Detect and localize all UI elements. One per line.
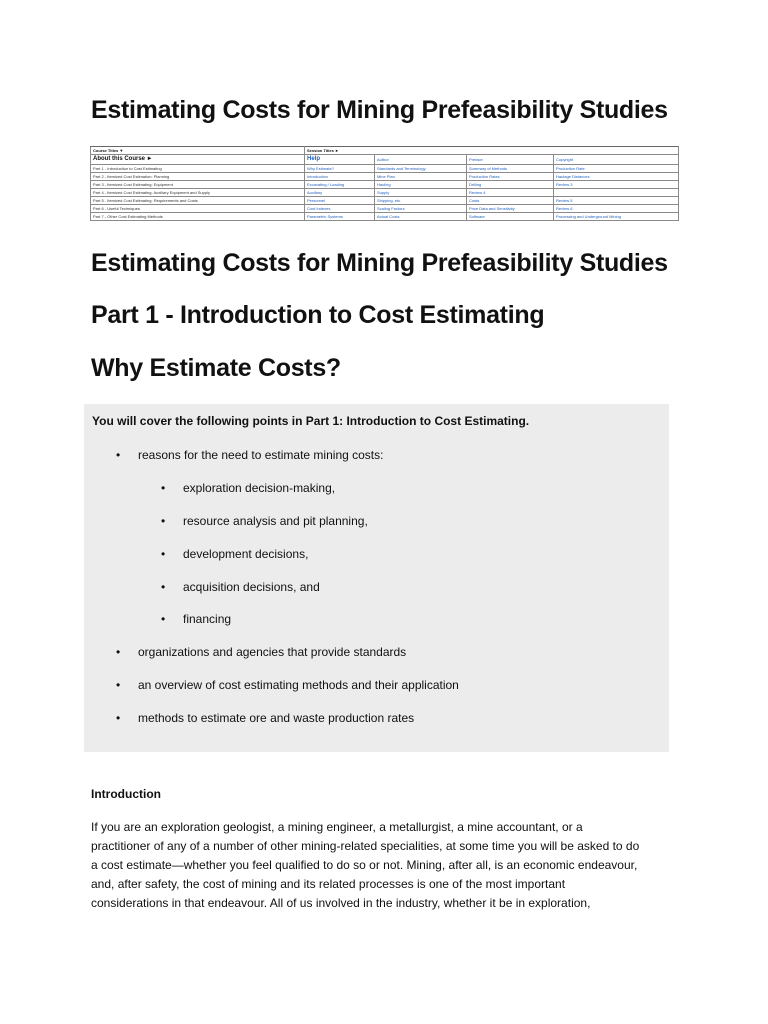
session-link[interactable]: Standards and Terminology [375,165,467,173]
list-item [161,611,232,627]
session-link[interactable]: Shipping, etc. [375,197,467,205]
copyright-link[interactable]: Copyright [554,155,679,165]
session-link[interactable]: Introduction [305,173,375,181]
nav-row [91,197,679,205]
bullet-icon: • [161,612,166,626]
session-link[interactable]: Auxiliary [305,189,375,197]
part-title: Part 1 - Introduction to Cost Estimating [91,301,545,329]
session-link[interactable]: Supply [375,189,467,197]
course-part-link[interactable]: Part 3 - Itemized Cost Estimating: Equipment [91,181,305,189]
session-link[interactable]: Production Rate [554,165,679,173]
nav-row [91,173,679,181]
list-item [161,480,336,496]
bullet-icon: • [116,448,121,462]
session-link[interactable]: Cost Indexes [305,205,375,213]
paragraph-line: practitioner of any of a number of other mining-related specialities, at some time you will be asked to do [91,839,640,853]
summary-lead: You will cover the following points in Part 1: Introduction to Cost Estimating. [92,414,530,428]
list-item-text: methods to estimate ore and waste production rates [138,711,415,725]
bullet-icon: • [161,580,166,594]
list-item-text: resource analysis and pit planning, [183,514,368,528]
summary-box [84,404,669,752]
list-item [116,677,459,693]
list-item-text: acquisition decisions, and [183,580,320,594]
course-part-link[interactable]: Part 5 - Itemized Cost Estimating: Requirements and Costs [91,197,305,205]
nav-row [91,205,679,213]
nav-row [91,165,679,173]
course-part-link[interactable]: Part 4 - Itemized Cost Estimating: Auxiliary Equipment and Supply [91,189,305,197]
session-link[interactable]: Mine Plan [375,173,467,181]
session-link[interactable]: Review 6 [554,205,679,213]
session-link[interactable]: Actual Costs [375,213,467,221]
paragraph-line: a cost estimate—whether you feel qualified to do so or not. Mining, after all, is an economic endeavour, [91,858,638,872]
list-item-text: an overview of cost estimating methods and their application [138,678,459,692]
author-link[interactable]: Author [375,155,467,165]
list-item [116,644,407,660]
session-link[interactable]: Costs [467,197,554,205]
bullet-icon: • [161,547,166,561]
course-part-link[interactable]: Part 7 - Other Cost Estimating Methods [91,213,305,221]
session-link[interactable]: Price Data and Sensitivity [467,205,554,213]
session-link[interactable]: Software [467,213,554,221]
session-link[interactable]: Personnel [305,197,375,205]
course-part-link[interactable]: Part 6 - Useful Techniques [91,205,305,213]
session-link[interactable]: Review 5 [554,197,679,205]
list-item-text: reasons for the need to estimate mining costs: [138,448,384,462]
session-link[interactable]: Scaling Factors [375,205,467,213]
session-link[interactable]: Haulage Distances [554,173,679,181]
paragraph-line: considerations in that endeavour. All of us involved in the industry, whether it be in exploration, [91,896,591,910]
paragraph-line: If you are an exploration geologist, a mining engineer, a metallurgist, a mine accountant, or a [91,820,583,834]
list-item-text: development decisions, [183,547,309,561]
list-item [116,710,415,726]
session-link[interactable]: Why Estimate? [305,165,375,173]
document-title-repeat: Estimating Costs for Mining Prefeasibility Studies [91,249,668,277]
nav-row [91,189,679,197]
session-link[interactable] [554,189,679,197]
session-link[interactable]: Review 4 [467,189,554,197]
section-title: Why Estimate Costs? [91,354,341,382]
session-link[interactable]: Drilling [467,181,554,189]
bullet-icon: • [161,514,166,528]
paragraph-line: and, after safety, the cost of mining and its related processes is one of the most important [91,877,566,891]
list-item-text: organizations and agencies that provide standards [138,645,407,659]
session-link[interactable]: Excavating / Loading [305,181,375,189]
course-part-link[interactable]: Part 1 - Introduction to Cost Estimating [91,165,305,173]
preface-link[interactable]: Preface [467,155,554,165]
bullet-icon: • [116,678,121,692]
bullet-icon: • [116,645,121,659]
nav-about-row [91,155,679,165]
session-link[interactable]: Hauling [375,181,467,189]
course-navigation-table [90,146,679,221]
nav-row [91,213,679,221]
nav-row [91,181,679,189]
list-item [161,579,320,595]
list-item [161,546,309,562]
list-item [116,447,384,463]
course-titles-header[interactable]: Course Titles ▼ [91,147,305,155]
session-link[interactable]: Review 3 [554,181,679,189]
bullet-icon: • [116,711,121,725]
about-course-link[interactable]: About this Course ► [91,155,305,165]
introduction-heading: Introduction [91,787,161,801]
list-item-text: financing [183,612,232,626]
document-title: Estimating Costs for Mining Prefeasibility Studies [91,96,668,124]
session-link[interactable]: Production Rates [467,173,554,181]
list-item-text: exploration decision-making, [183,481,336,495]
introduction-paragraph [91,818,691,913]
nav-header-row [91,147,679,155]
session-link[interactable]: Processing and Underground Mining [554,213,679,221]
session-titles-header[interactable]: Session Titles ► [305,147,679,155]
bullet-icon: • [161,481,166,495]
course-part-link[interactable]: Part 2 - Itemized Cost Estimation: Planning [91,173,305,181]
session-link[interactable]: Parametric Systems [305,213,375,221]
list-item [161,513,368,529]
help-link[interactable]: Help [305,155,375,165]
session-link[interactable]: Summary of Methods [467,165,554,173]
